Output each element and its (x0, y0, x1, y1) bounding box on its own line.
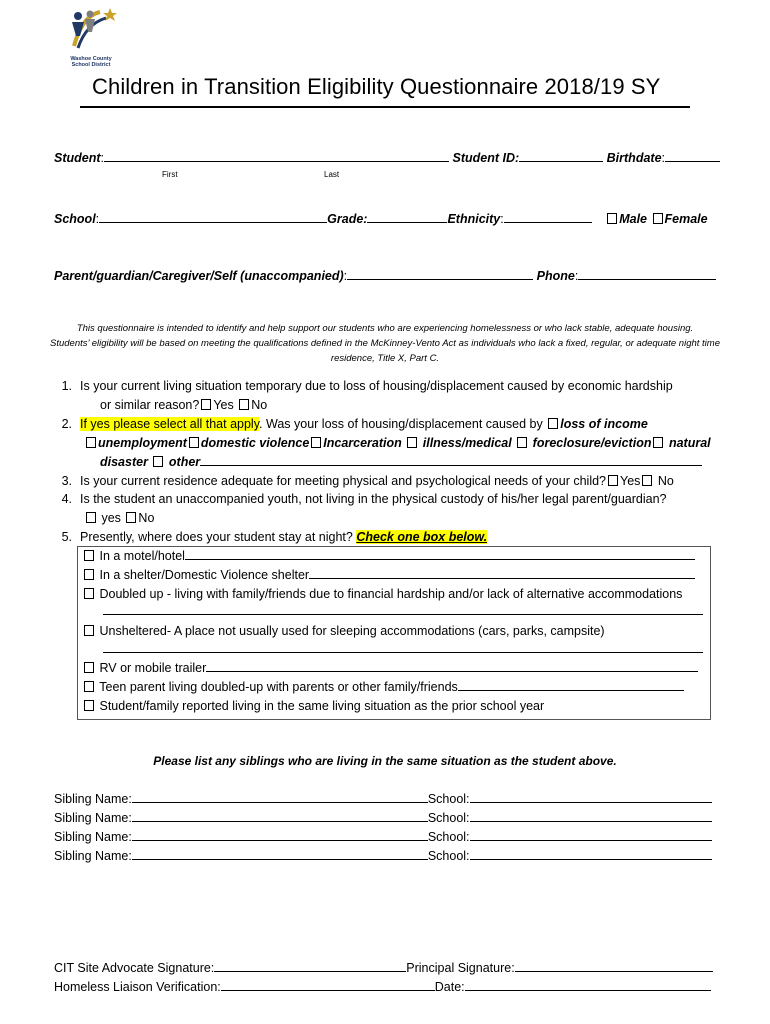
question-3-text: Is your current residence adequate for meeting physical and psychological needs of your child? (80, 474, 607, 488)
other-field[interactable] (200, 453, 702, 466)
prior-year-checkbox[interactable] (84, 700, 94, 711)
q1-no-checkbox[interactable] (239, 399, 249, 410)
domestic-violence-checkbox[interactable] (189, 437, 199, 448)
question-5-number: 5. (61, 530, 72, 544)
unemployment-label: unemployment (98, 436, 187, 450)
birthdate-field[interactable] (665, 149, 720, 162)
q3-yes-label: Yes (620, 474, 641, 488)
student-name-field[interactable] (104, 149, 449, 162)
illness-checkbox[interactable] (407, 437, 417, 448)
advocate-signature-label: CIT Site Advocate Signature: (54, 961, 215, 975)
question-2 (50, 415, 648, 434)
question-3 (50, 472, 674, 491)
sibling-row (54, 828, 712, 847)
grade-label: Grade: (327, 212, 368, 226)
unsheltered-label: Unsheltered- A place not usually used for sleeping accommodations (cars, parks, campsite) (99, 624, 605, 638)
school-label: School (54, 212, 96, 226)
question-4-number: 4. (61, 492, 72, 506)
question-3-number: 3. (61, 474, 72, 488)
sibling-school-field[interactable] (470, 809, 712, 822)
motel-label: In a motel/hotel (99, 549, 185, 563)
sibling-school-label: School: (427, 811, 470, 825)
sibling-name-label: Sibling Name: (54, 830, 132, 844)
sibling-name-field[interactable] (132, 790, 428, 803)
loss-of-income-checkbox[interactable] (548, 418, 558, 429)
stay-option-rv (82, 659, 698, 678)
student-label: Student (54, 151, 101, 165)
illness-label: illness/medical (422, 436, 512, 450)
student-id-label: Student ID: (452, 151, 520, 165)
intro-note (50, 321, 720, 366)
motel-checkbox[interactable] (84, 550, 94, 561)
rv-label: RV or mobile trailer (99, 661, 207, 675)
phone-label: Phone (536, 269, 575, 283)
question-2-options-cont (100, 453, 702, 472)
title-divider (80, 106, 690, 108)
sibling-row (54, 790, 712, 809)
intro-note-line1: This questionnaire is intended to identify and help support our students who are experiencing homelessness or who lack stable, adequate housing. (76, 323, 694, 334)
rv-checkbox[interactable] (84, 662, 94, 673)
foreclosure-label: foreclosure/eviction (532, 436, 652, 450)
principal-signature-label: Principal Signature: (406, 961, 515, 975)
sibling-list (54, 790, 712, 866)
doubled-up-label: Doubled up - living with family/friends due to financial hardship and/or lack of alternative accommodations (99, 587, 683, 601)
male-checkbox[interactable] (607, 213, 617, 224)
q1-yes-checkbox[interactable] (201, 399, 211, 410)
question-2-options (84, 434, 711, 453)
stay-option-doubled-up (82, 585, 682, 604)
q3-no-label: No (657, 474, 674, 488)
q4-yes-checkbox[interactable] (86, 512, 96, 523)
sibling-school-label: School: (427, 849, 470, 863)
sibling-name-field[interactable] (132, 847, 428, 860)
stay-option-unsheltered (82, 622, 605, 641)
district-logo-icon (60, 6, 122, 62)
question-2-highlight: If yes please select all that apply (80, 417, 260, 431)
question-1 (50, 377, 673, 396)
prior-year-label: Student/family reported living in the same living situation as the prior school year (99, 699, 545, 713)
siblings-heading: Please list any siblings who are living in the same situation as the student above. (153, 754, 617, 768)
sibling-school-field[interactable] (470, 847, 712, 860)
q1-no-label: No (251, 398, 268, 412)
female-checkbox[interactable] (653, 213, 663, 224)
unemployment-checkbox[interactable] (86, 437, 96, 448)
first-name-hint: First (162, 170, 178, 179)
shelter-field[interactable] (309, 566, 695, 579)
sibling-name-field[interactable] (132, 809, 428, 822)
disaster-label: disaster (100, 455, 148, 469)
shelter-label: In a shelter/Domestic Violence shelter (99, 568, 310, 582)
question-1-number: 1. (61, 379, 72, 393)
sibling-school-field[interactable] (470, 828, 712, 841)
question-4-text: Is the student an unaccompanied youth, not living in the physical custody of his/her legal parent/guardian? (80, 492, 667, 506)
stay-option-teen-parent (82, 678, 684, 697)
male-label: Male (619, 212, 648, 226)
sibling-name-field[interactable] (132, 828, 428, 841)
question-5-highlight: Check one box below. (356, 530, 488, 544)
sibling-school-label: School: (427, 792, 470, 806)
unsheltered-field[interactable] (103, 652, 703, 653)
date-field[interactable] (465, 978, 711, 991)
district-name (58, 56, 124, 68)
intro-note-line2: Students’ eligibility will be based on meeting the qualifications defined in the McKinney-Vento Act as individuals who lack a fixed, regular, or adequate night time (50, 338, 720, 349)
rv-field[interactable] (206, 659, 698, 672)
principal-signature-field[interactable] (515, 959, 713, 972)
motel-field[interactable] (185, 547, 695, 560)
incarceration-checkbox[interactable] (311, 437, 321, 448)
unsheltered-checkbox[interactable] (84, 625, 94, 636)
intro-note-line3: residence, Title X, Part C. (330, 353, 440, 364)
teen-parent-checkbox[interactable] (84, 681, 94, 692)
q1-yes-label: Yes (213, 398, 234, 412)
parent-field[interactable] (347, 267, 533, 280)
sibling-row (54, 847, 712, 866)
teen-parent-label: Teen parent living doubled-up with parents or other family/friends (99, 680, 458, 694)
school-row: School: Grade: Ethnicity: Male Female (54, 212, 708, 226)
parent-label: Parent/guardian/Caregiver/Self (unaccompanied) (54, 269, 344, 283)
question-1-text: Is your current living situation temporary due to loss of housing/displacement caused by economic hardship (80, 379, 673, 393)
q3-yes-checkbox[interactable] (608, 475, 618, 486)
other-label: other (168, 455, 201, 469)
school-field[interactable] (99, 210, 327, 223)
sibling-school-label: School: (427, 830, 470, 844)
parent-row: Parent/guardian/Caregiver/Self (unaccompanied): Phone: (54, 267, 716, 286)
birthdate-label: Birthdate (606, 151, 662, 165)
stay-option-shelter (82, 566, 695, 585)
natural-disaster-checkbox[interactable] (653, 437, 663, 448)
incarceration-label: Incarceration (323, 436, 402, 450)
liaison-verification-label: Homeless Liaison Verification: (54, 980, 221, 994)
liaison-verification-field[interactable] (221, 978, 435, 991)
student-id-field[interactable] (519, 149, 603, 162)
teen-parent-field[interactable] (458, 678, 684, 691)
grade-field[interactable] (367, 210, 447, 223)
ethnicity-label: Ethnicity (447, 212, 501, 226)
date-label: Date: (434, 980, 465, 994)
q4-no-label: No (138, 511, 155, 525)
q4-yes-label: yes (101, 511, 121, 525)
sibling-name-label: Sibling Name: (54, 849, 132, 863)
domestic-violence-label: domestic violence (200, 436, 310, 450)
question-1-text-cont: or similar reason? (100, 398, 200, 412)
question-1-line2 (100, 396, 267, 415)
female-label: Female (664, 212, 708, 226)
question-2-text: . Was your loss of housing/displacement caused by (259, 417, 543, 431)
page-title: Children in Transition Eligibility Questionnaire 2018/19 SY (92, 74, 661, 99)
district-name-line1: Washoe County (70, 56, 112, 62)
stay-option-prior-year (82, 697, 544, 716)
stay-option-motel (82, 547, 695, 566)
shelter-checkbox[interactable] (84, 569, 94, 580)
q3-no-checkbox[interactable] (642, 475, 652, 486)
doubled-up-field[interactable] (103, 614, 703, 615)
sibling-name-label: Sibling Name: (54, 792, 132, 806)
last-name-hint: Last (324, 170, 340, 179)
sibling-row (54, 809, 712, 828)
phone-field[interactable] (578, 267, 716, 280)
advocate-signature-field[interactable] (214, 959, 406, 972)
other-checkbox[interactable] (153, 456, 163, 467)
ethnicity-field[interactable] (504, 210, 592, 223)
doubled-up-checkbox[interactable] (84, 588, 94, 599)
loss-of-income-label: loss of income (560, 417, 648, 431)
student-row: Student: Student ID: Birthdate: (54, 149, 720, 168)
question-4-options (84, 509, 154, 528)
sibling-school-field[interactable] (470, 790, 712, 803)
q4-no-checkbox[interactable] (126, 512, 136, 523)
question-4 (50, 490, 667, 509)
question-5 (50, 528, 487, 547)
question-5-text: Presently, where does your student stay at night? (80, 530, 353, 544)
liaison-verification-row (54, 978, 711, 997)
natural-label: natural (668, 436, 711, 450)
district-name-line2: School District (71, 62, 111, 68)
sibling-name-label: Sibling Name: (54, 811, 132, 825)
question-2-number: 2. (61, 417, 72, 431)
advocate-signature-row (54, 959, 713, 978)
foreclosure-checkbox[interactable] (517, 437, 527, 448)
